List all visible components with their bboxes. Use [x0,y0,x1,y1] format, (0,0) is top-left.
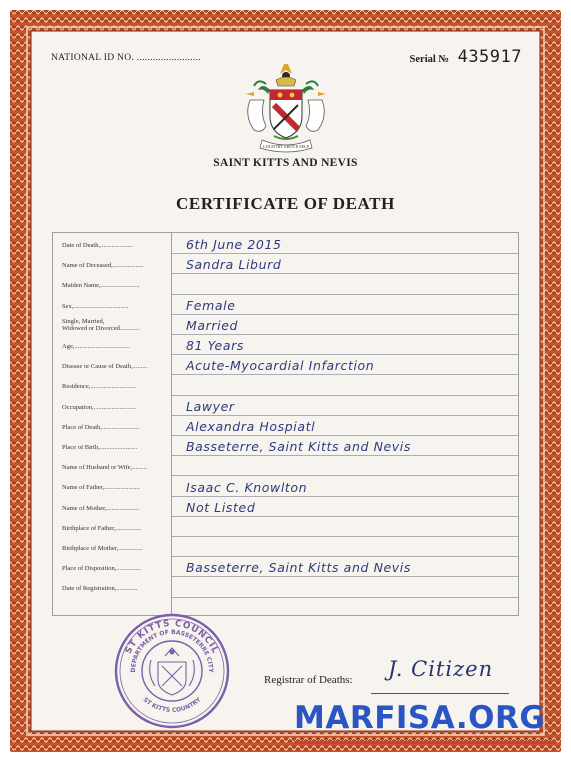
registrar-label: Registrar of Deaths: [264,674,353,686]
form-row-value: Alexandra Hospiatl [186,418,316,434]
form-row-label: Occupation,.......................... [62,403,136,411]
form-row [53,335,518,355]
form-row-label: Place of Disposition,............... [62,565,141,573]
form-row-value: Basseterre, Saint Kitts and Nevis [186,439,411,455]
council-seal-icon [113,612,231,730]
form-row [53,274,518,294]
form-row-value: 81 Years [186,338,244,354]
form-row [53,436,518,456]
form-row-label: Single, Married, Widowed or Divorced............ [62,317,140,332]
form-row [53,315,518,335]
form-row-label: Sex,.................................. [62,302,129,310]
form-row-value: Acute-Myocardial Infarction [186,358,375,374]
form-row-label: Date of Death,.................... [62,242,133,249]
form-row-label: Name of Mother,.................... [62,504,140,512]
form-row [53,557,518,577]
form-row-label: Birthplace of Mother,............... [62,545,143,552]
form-row [53,577,518,597]
form-row-label: Maiden Name,........................ [62,282,140,290]
seal-text-bottom: ST KITTS COUNTRY [141,696,203,715]
certificate-title: CERTIFICATE OF DEATH [176,194,395,213]
form-row-label: Place of Death,....................... [62,423,140,431]
form-row [53,234,518,254]
form-row-value: 6th June 2015 [186,237,282,253]
form-row-label: Birthplace of Father,................ [62,524,142,532]
form-row-label: Residence,............................ [62,383,136,391]
form-row-value: Sandra Liburd [186,257,282,273]
watermark-text: MARFISA.ORG [294,700,546,736]
registrar-signature: J. Citizen [388,657,494,681]
form-row-label: Name of Father,...................... [62,484,140,492]
country-name: SAINT KITTS AND NEVIS [213,157,358,169]
form-row [53,254,518,274]
serial-number [410,47,522,67]
form-row-label: Place of Birth,....................... [62,444,138,451]
death-record-form [52,232,519,616]
seal-text-ring: DEPARTMENT OF BASSETERRE CITY [129,628,215,673]
form-row [53,375,518,395]
form-row-value: Female [186,297,236,313]
form-row [53,517,518,537]
form-row [53,295,518,315]
watermark-underline [294,741,556,744]
form-row [53,497,518,517]
form-row-label: Date of Registration,............. [62,585,138,593]
form-row-value: Lawyer [186,398,235,414]
national-id-field [51,53,201,63]
form-row-label: Disease or Cause of Death,......... [62,363,148,371]
national-id-dots: ........................ [136,53,201,63]
form-row-value: Basseterre, Saint Kitts and Nevis [186,560,411,576]
serial-value: 435917 [457,47,522,67]
form-row-label: Name of Husband or Wife,......... [62,464,147,472]
serial-label: Serial № [409,54,449,65]
form-row-value: Married [186,317,239,333]
national-id-label: NATIONAL ID NO. [51,53,135,63]
form-row-value: Isaac C. Knowlton [186,479,308,495]
coat-motto: COUNTRY ABOVE SELF [263,144,309,149]
seal-text-top: ST KITTS COUNCIL [123,618,221,656]
form-row [53,456,518,476]
form-row-rule [172,597,518,598]
form-row-label: Age,.................................. [62,343,130,350]
form-row [53,416,518,436]
form-row-label: Name of Deceased,................... [62,262,144,270]
signature-line [371,693,509,694]
coat-of-arms-icon [240,60,332,160]
form-row [53,396,518,416]
form-row [53,355,518,375]
form-row-value: Not Listed [186,499,256,515]
form-row [53,476,518,496]
form-row [53,537,518,557]
